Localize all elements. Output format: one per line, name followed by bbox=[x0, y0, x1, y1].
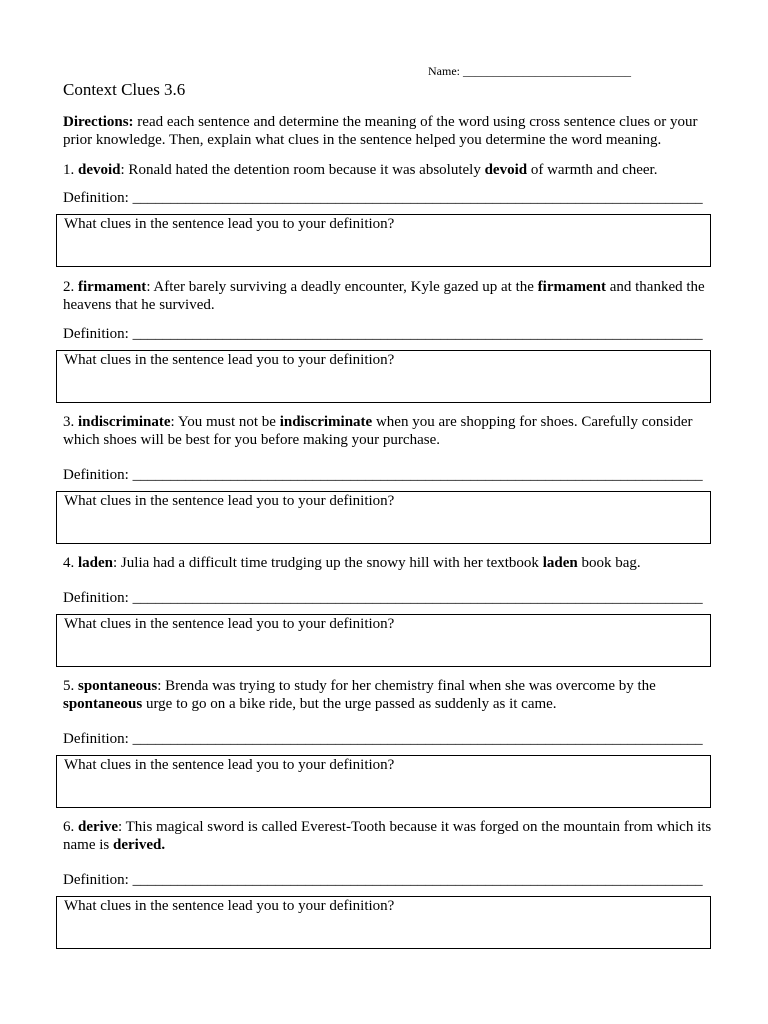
question-number: 3. bbox=[63, 414, 78, 430]
clue-answer-box-5[interactable] bbox=[56, 755, 711, 808]
vocab-word: indiscriminate bbox=[78, 414, 171, 430]
question-6 bbox=[63, 818, 713, 854]
clue-prompt: What clues in the sentence lead you to your definition? bbox=[64, 352, 395, 368]
definition-line-6[interactable]: Definition: ____________________________________________________________________________ bbox=[63, 872, 703, 888]
clue-prompt: What clues in the sentence lead you to your definition? bbox=[64, 216, 395, 232]
sentence-text: : Brenda was trying to study for her chemistry final when she was overcome by the bbox=[157, 678, 656, 694]
question-5 bbox=[63, 677, 713, 713]
page-title: Context Clues 3.6 bbox=[63, 80, 186, 99]
question-number: 4. bbox=[63, 555, 78, 571]
vocab-word: spontaneous bbox=[78, 678, 158, 694]
clue-prompt: What clues in the sentence lead you to your definition? bbox=[64, 493, 395, 509]
vocab-word: laden bbox=[78, 555, 114, 571]
question-2 bbox=[63, 278, 713, 314]
sentence-text: when you are shopping for shoes. Carefully consider which shoes will be best for you before making your purchase. bbox=[63, 414, 693, 448]
directions-text: read each sentence and determine the meaning of the word using cross sentence clues or your prior knowledge. Then, explain what clues in the sentence helped you determine the word meaning. bbox=[63, 114, 698, 148]
sentence-bold-word: firmament bbox=[537, 279, 606, 295]
vocab-word: firmament bbox=[78, 279, 147, 295]
sentence-text: : You must not be bbox=[170, 414, 280, 430]
question-number: 5. bbox=[63, 678, 78, 694]
definition-line-2[interactable]: Definition: ____________________________________________________________________________ bbox=[63, 326, 703, 342]
directions-label: Directions: bbox=[63, 114, 134, 130]
name-field[interactable]: Name: ____________________________ bbox=[428, 64, 631, 78]
vocab-word: devoid bbox=[78, 162, 121, 178]
directions bbox=[63, 113, 713, 149]
sentence-text: urge to go on a bike ride, but the urge passed as suddenly as it came. bbox=[142, 696, 557, 712]
clue-answer-box-6[interactable] bbox=[56, 896, 711, 949]
clue-answer-box-1[interactable] bbox=[56, 214, 711, 267]
sentence-text: book bag. bbox=[577, 555, 641, 571]
sentence-bold-word: indiscriminate bbox=[279, 414, 373, 430]
question-number: 2. bbox=[63, 279, 78, 295]
clue-answer-box-2[interactable] bbox=[56, 350, 711, 403]
sentence-text: : After barely surviving a deadly encounter, Kyle gazed up at the bbox=[146, 279, 538, 295]
sentence-text: and thanked the heavens that he survived. bbox=[63, 279, 705, 313]
definition-line-1[interactable]: Definition: ____________________________________________________________________________ bbox=[63, 190, 703, 206]
question-number: 1. bbox=[63, 162, 78, 178]
question-number: 6. bbox=[63, 819, 78, 835]
definition-line-4[interactable]: Definition: ____________________________________________________________________________ bbox=[63, 590, 703, 606]
definition-line-3[interactable]: Definition: ____________________________________________________________________________ bbox=[63, 467, 703, 483]
clue-prompt: What clues in the sentence lead you to your definition? bbox=[64, 616, 395, 632]
clue-answer-box-3[interactable] bbox=[56, 491, 711, 544]
clue-answer-box-4[interactable] bbox=[56, 614, 711, 667]
sentence-bold-word: spontaneous bbox=[63, 696, 143, 712]
clue-prompt: What clues in the sentence lead you to your definition? bbox=[64, 898, 395, 914]
sentence-text: : Julia had a difficult time trudging up the snowy hill with her textbook bbox=[113, 555, 543, 571]
sentence-bold-word: derived. bbox=[113, 837, 166, 853]
sentence-bold-word: devoid bbox=[484, 162, 528, 178]
definition-line-5[interactable]: Definition: ____________________________________________________________________________ bbox=[63, 731, 703, 747]
question-1 bbox=[63, 161, 713, 179]
sentence-bold-word: laden bbox=[542, 555, 578, 571]
vocab-word: derive bbox=[78, 819, 118, 835]
sentence-text: : This magical sword is called Everest-Tooth because it was forged on the mountain from which its name is bbox=[63, 819, 712, 853]
question-3 bbox=[63, 413, 713, 449]
clue-prompt: What clues in the sentence lead you to your definition? bbox=[64, 757, 395, 773]
sentence-text: of warmth and cheer. bbox=[527, 162, 658, 178]
question-4 bbox=[63, 554, 713, 572]
sentence-text: : Ronald hated the detention room because it was absolutely bbox=[120, 162, 485, 178]
